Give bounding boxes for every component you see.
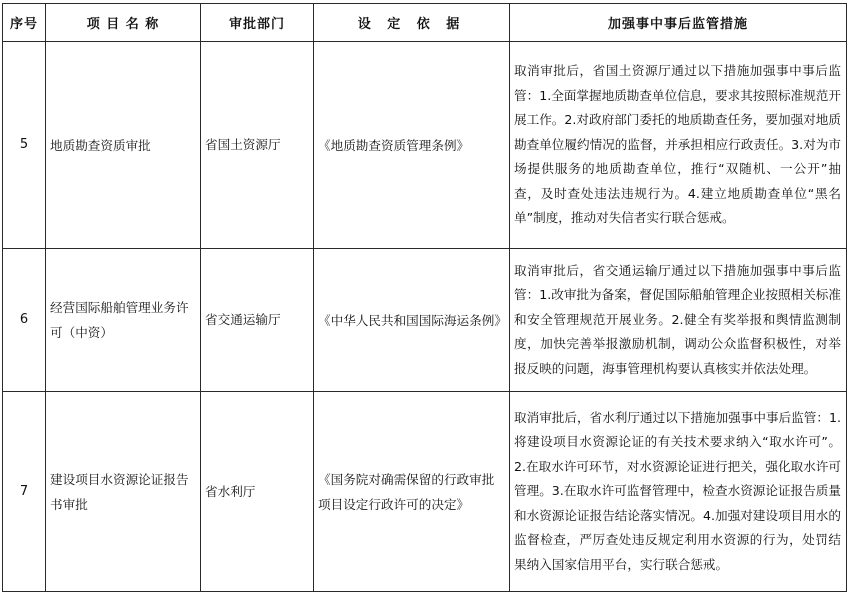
table-row bbox=[3, 392, 847, 592]
supervision-measures: 取消审批后，省国土资源厅通过以下措施加强事中事后监管：1.全面掌握地质勘查单位信息，要求其按照标准规范开展工作。2.对政府部门委托的地质勘查任务，要加强对地质勘查单位履约情况的监督，并承担相应行政责任。3.对为市场提供服务的地质勘查单位，推行“双随机、一公开”抽查，及时查处违法违规行为。4.建立地质勘查单位“黑名单”制度，推动对失信者实行联合惩戒。 bbox=[510, 42, 847, 249]
approval-department: 省水利厅 bbox=[201, 392, 314, 592]
header-row bbox=[3, 4, 847, 42]
header-basis: 设 定 依 据 bbox=[314, 4, 510, 42]
supervision-measures: 取消审批后，省水利厅通过以下措施加强事中事后监管：1.将建设项目水资源论证的有关技术要求纳入“取水许可”。2.在取水许可环节，对水资源论证进行把关，强化取水许可管理。3.在取水许可监督管理中，检查水资源论证报告质量和水资源论证报告结论落实情况。4.加强对建设项目用水的监督检查，严厉查处违反规定利用水资源的行为，处罚结果纳入国家信用平台，实行联合惩戒。 bbox=[510, 392, 847, 592]
supervision-measures: 取消审批后，省交通运输厅通过以下措施加强事中事后监管：1.改审批为备案，督促国际船舶管理企业按照相关标准和安全管理规范开展业务。2.健全有奖举报和舆情监测制度，加快完善举报激励机制，调动公众监督积极性，对举报反映的问题，海事管理机构要认真核实并依法处理。 bbox=[510, 249, 847, 392]
legal-basis: 《地质勘查资质管理条例》 bbox=[314, 42, 510, 249]
header-measures: 加强事中事后监管措施 bbox=[510, 4, 847, 42]
approval-items-table bbox=[2, 3, 847, 592]
header-department: 审批部门 bbox=[201, 4, 314, 42]
item-name: 建设项目水资源论证报告书审批 bbox=[46, 392, 201, 592]
header-index: 序号 bbox=[3, 4, 46, 42]
legal-basis: 《中华人民共和国国际海运条例》 bbox=[314, 249, 510, 392]
item-name: 经营国际船舶管理业务许可（中资） bbox=[46, 249, 201, 392]
approval-department: 省交通运输厅 bbox=[201, 249, 314, 392]
header-name: 项 目 名 称 bbox=[46, 4, 201, 42]
row-index: 5 bbox=[3, 42, 46, 249]
legal-basis: 《国务院对确需保留的行政审批项目设定行政许可的决定》 bbox=[314, 392, 510, 592]
table-row bbox=[3, 42, 847, 249]
item-name: 地质勘查资质审批 bbox=[46, 42, 201, 249]
row-index: 6 bbox=[3, 249, 46, 392]
approval-department: 省国土资源厅 bbox=[201, 42, 314, 249]
table-row bbox=[3, 249, 847, 392]
row-index: 7 bbox=[3, 392, 46, 592]
